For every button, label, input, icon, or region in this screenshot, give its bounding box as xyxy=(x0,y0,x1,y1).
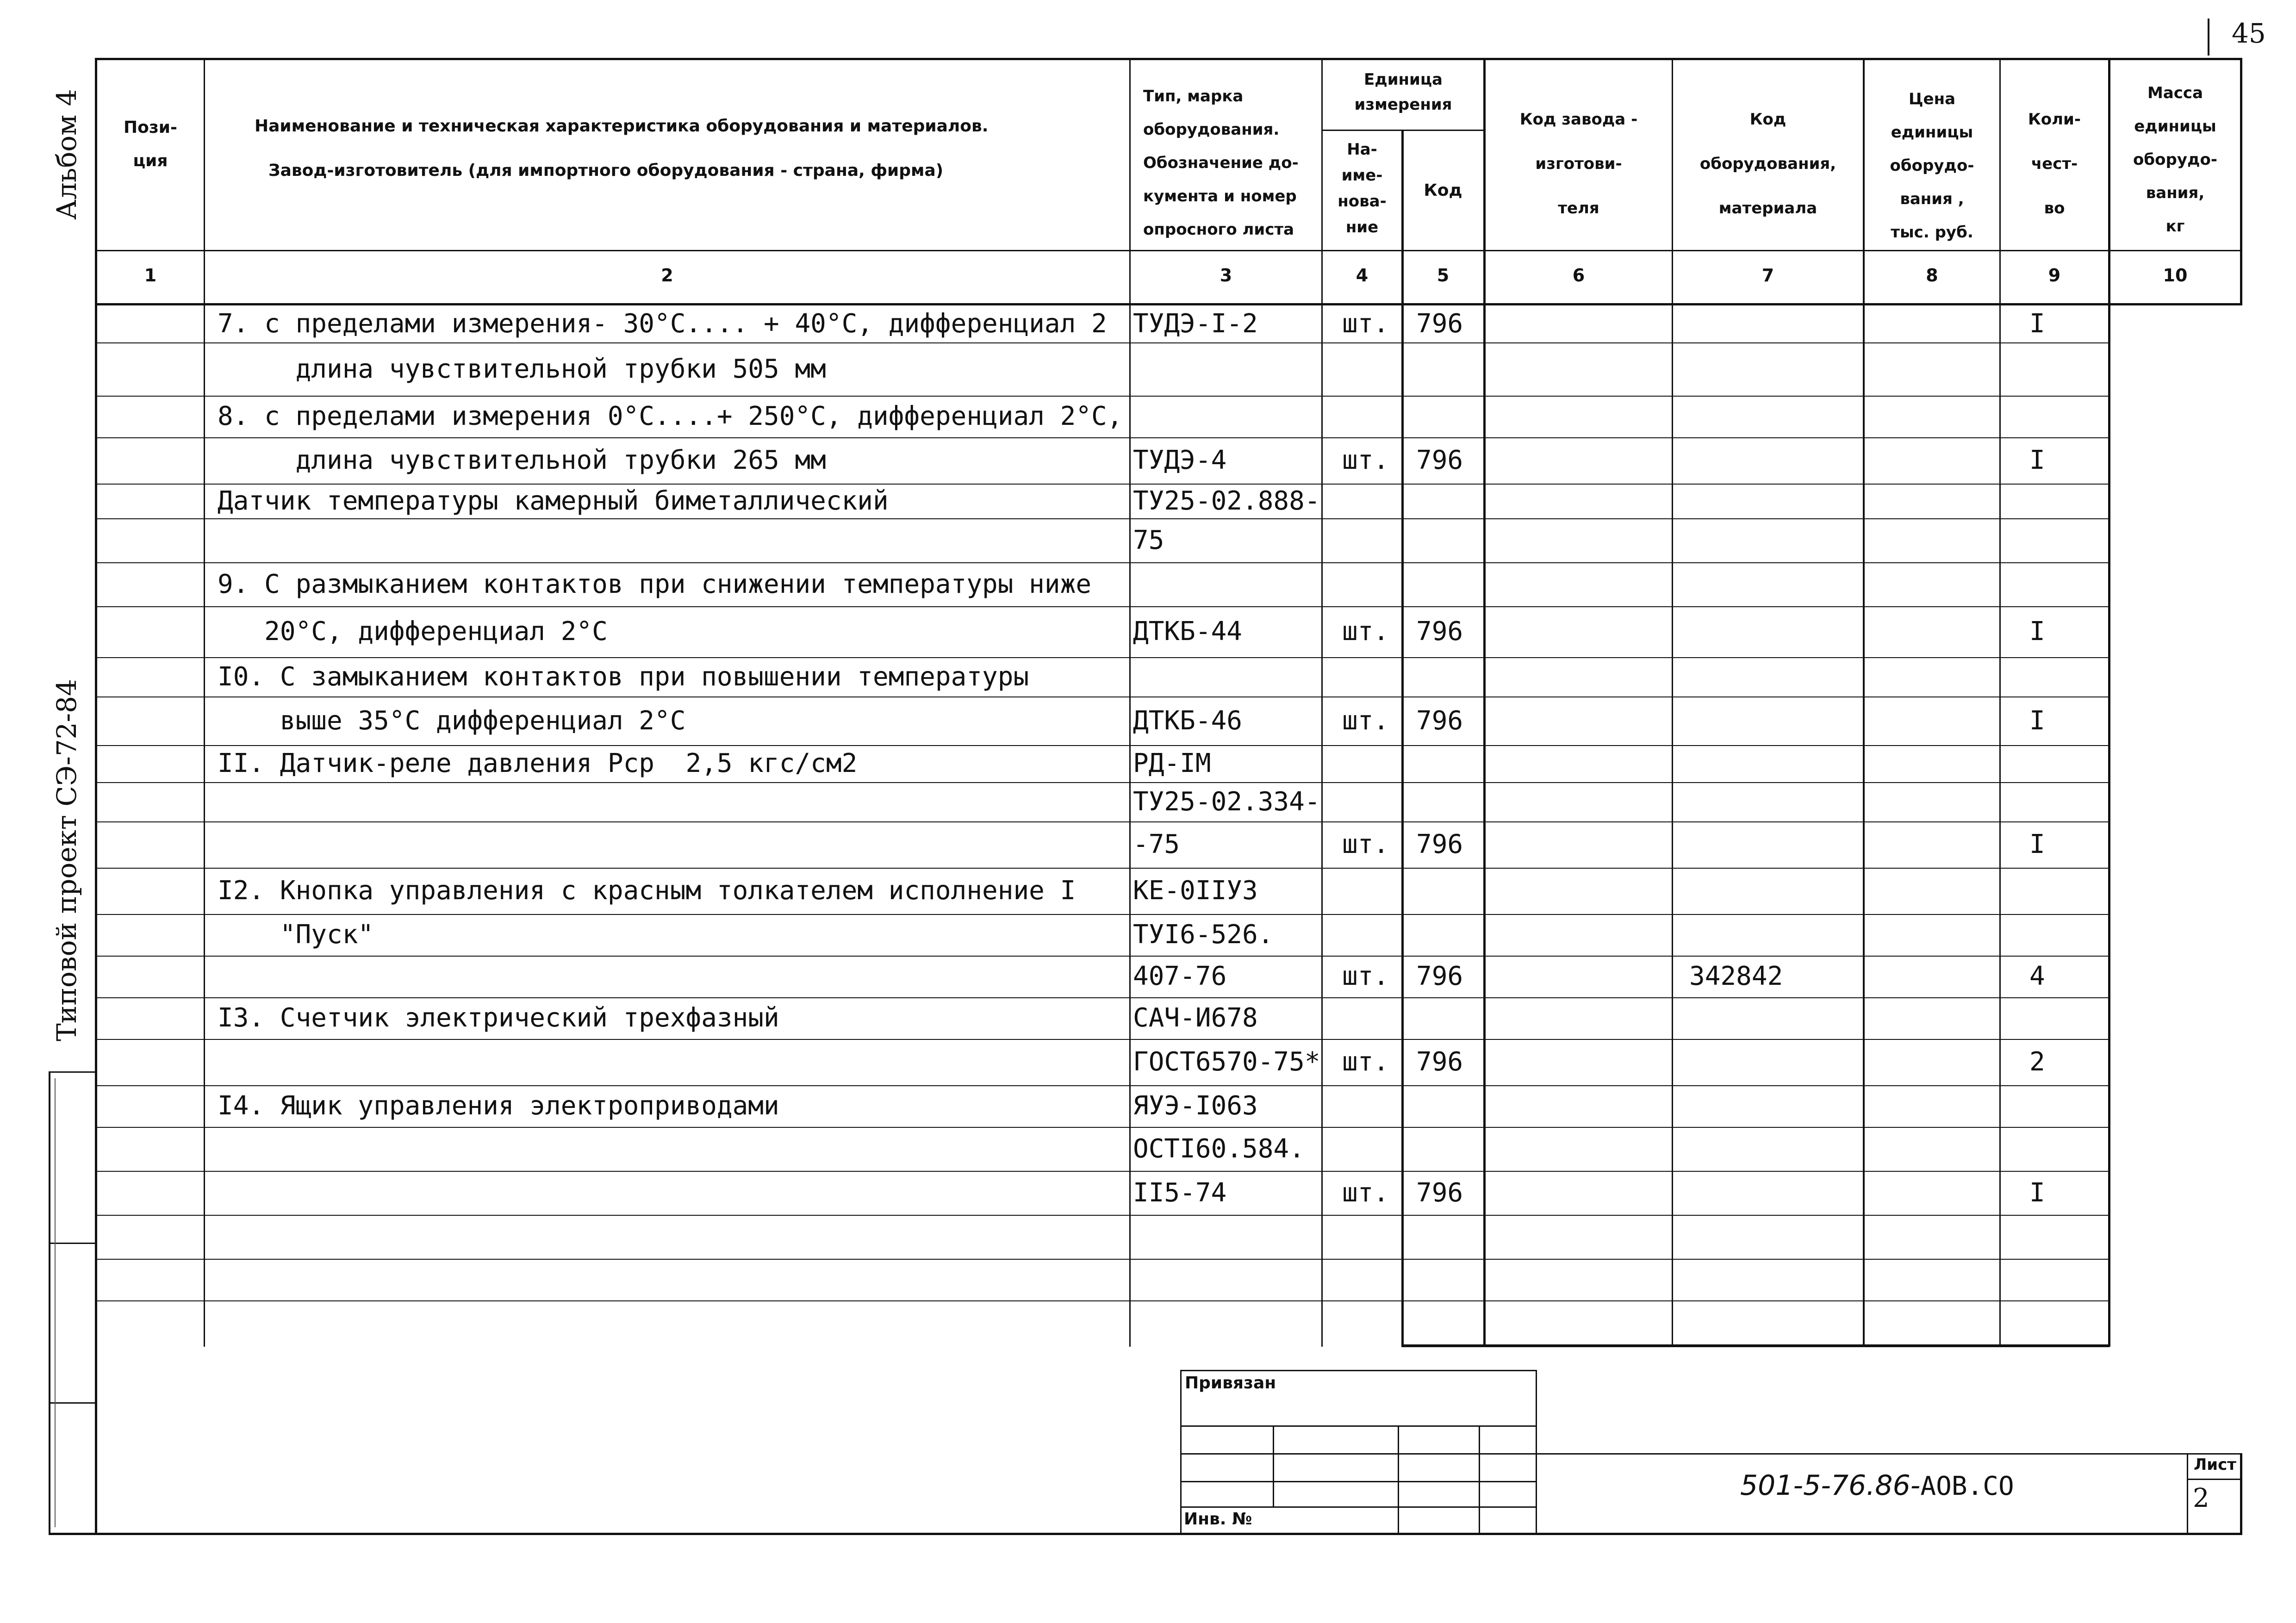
header-position: Пози- ция xyxy=(124,118,177,170)
header-price: Цена единицы оборудо- вания , тыс. руб. xyxy=(1890,90,1974,242)
cell-type: САЧ-И678 xyxy=(1133,1003,1258,1033)
col-number: 8 xyxy=(1926,265,1938,286)
cell-type: КЕ-0IIУЗ xyxy=(1133,876,1258,906)
album-label: Альбом 4 xyxy=(51,89,82,220)
header-material-code: Код оборудования, материала xyxy=(1699,110,1836,218)
col-number: 7 xyxy=(1761,265,1774,286)
header-type: Тип, марка оборудования. Обозначение до- кумента и номер опросного листа xyxy=(1143,87,1299,239)
cell-name: I2. Кнопка управления с красным толкателем исполнение I xyxy=(218,876,1076,906)
cell-name: выше 35°С дифференциал 2°С xyxy=(218,705,686,736)
cell-code: 796 xyxy=(1416,616,1463,647)
page-number: 45 xyxy=(2232,18,2266,49)
cell-name: Датчик температуры камерный биметаллический xyxy=(218,485,889,516)
cell-unit: шт. xyxy=(1342,705,1389,736)
col-number: 6 xyxy=(1572,265,1585,286)
cell-type: ТУ25-02.334- xyxy=(1133,786,1320,817)
cell-code: 796 xyxy=(1416,1047,1463,1077)
cell-code: 796 xyxy=(1416,961,1463,991)
col-number: 1 xyxy=(144,265,157,286)
header-name: Наименование и техническая характеристика оборудования и материалов. Завод-изготовитель (для импортного оборудования - страна, фирма) xyxy=(255,117,989,180)
col-number: 2 xyxy=(661,265,673,286)
bound-label: Привязан xyxy=(1185,1374,1276,1393)
header-unit-name: На- име- нова- ние xyxy=(1338,140,1387,236)
inventory-label: Инв. № xyxy=(1184,1510,1252,1529)
cell-code: 796 xyxy=(1416,309,1463,339)
cell-name: 20°С, дифференциал 2°С xyxy=(218,616,608,647)
cell-qty: 2 xyxy=(2029,1047,2045,1077)
header-unit-group: Единица измерения xyxy=(1354,70,1452,114)
cell-name: I4. Ящик управления электроприводами xyxy=(218,1091,779,1121)
cell-code: 796 xyxy=(1416,445,1463,475)
cell-name: длина чувствительной трубки 265 мм xyxy=(218,445,826,475)
cell-unit: шт. xyxy=(1342,309,1389,339)
cell-name: 8. с пределами измерения 0°С....+ 250°С, дифференциал 2°С, xyxy=(218,401,1123,431)
sheet-label: Лист xyxy=(2194,1455,2236,1474)
cell-name: II. Датчик-реле давления Рср 2,5 кгс/см2 xyxy=(218,748,858,778)
cell-qty: I xyxy=(2029,1177,2045,1208)
sheet-number: 2 xyxy=(2193,1483,2209,1513)
cell-name: I3. Счетчик электрический трехфазный xyxy=(218,1003,779,1033)
col-number: 3 xyxy=(1220,265,1232,286)
header-mass: Масса единицы оборудо- вания, кг xyxy=(2133,84,2217,236)
cell-qty: I xyxy=(2029,309,2045,339)
col-number: 4 xyxy=(1356,265,1369,286)
cell-qty: I xyxy=(2029,829,2045,859)
cell-type: ОСТI60.584. xyxy=(1133,1133,1305,1164)
cell-type: ТУI6-526. xyxy=(1133,920,1274,950)
cell-type: -75 xyxy=(1133,829,1180,859)
header-quantity: Коли- чест- во xyxy=(2028,110,2081,218)
cell-unit: шт. xyxy=(1342,616,1389,647)
cell-type: РД-IМ xyxy=(1133,748,1211,778)
cell-type: II5-74 xyxy=(1133,1177,1227,1208)
cell-type: ДТКБ-44 xyxy=(1133,616,1243,647)
cell-qty: I xyxy=(2029,445,2045,475)
cell-type: 75 xyxy=(1133,525,1164,555)
header-unit-code: Код xyxy=(1424,181,1462,200)
cell-code: 796 xyxy=(1416,1177,1463,1208)
cell-name: длина чувствительной трубки 505 мм xyxy=(218,354,826,384)
cell-type: ГОСТ6570-75* xyxy=(1133,1047,1320,1077)
cell-type: ДТКБ-46 xyxy=(1133,705,1243,736)
cell-unit: шт. xyxy=(1342,961,1389,991)
cell-code: 796 xyxy=(1416,705,1463,736)
cell-unit: шт. xyxy=(1342,445,1389,475)
cell-qty: I xyxy=(2029,705,2045,736)
cell-unit: шт. xyxy=(1342,1177,1389,1208)
header-factory-code: Код завода - изготови- теля xyxy=(1519,110,1638,218)
cell-type: ТУДЭ-I-2 xyxy=(1133,309,1258,339)
cell-name: 9. С размыканием контактов при снижении температуры ниже xyxy=(218,569,1092,599)
cell-qty: I xyxy=(2029,616,2045,647)
cell-type: 407-76 xyxy=(1133,961,1227,991)
cell-name: "Пуск" xyxy=(218,920,374,950)
project-label: Типовой проект СЭ-72-84 xyxy=(51,679,82,1041)
cell-unit: шт. xyxy=(1342,1047,1389,1077)
document-number: 501-5-76.86-АОВ.СО xyxy=(1740,1469,2014,1502)
cell-type: ЯУЭ-I063 xyxy=(1133,1091,1258,1121)
cell-name: I0. С замыканием контактов при повышении температуры xyxy=(218,661,1029,692)
col-number: 9 xyxy=(2048,265,2061,286)
cell-type: ТУ25-02.888- xyxy=(1133,485,1320,516)
col-number: 5 xyxy=(1437,265,1450,286)
cell-name: 7. с пределами измерения- 30°С.... + 40°С, дифференциал 2 xyxy=(218,309,1107,339)
col-number: 10 xyxy=(2163,265,2188,286)
cell-unit: шт. xyxy=(1342,829,1389,859)
cell-code: 796 xyxy=(1416,829,1463,859)
cell-material-code: 342842 xyxy=(1689,961,1783,991)
cell-type: ТУДЭ-4 xyxy=(1133,445,1227,475)
cell-qty: 4 xyxy=(2029,961,2045,991)
